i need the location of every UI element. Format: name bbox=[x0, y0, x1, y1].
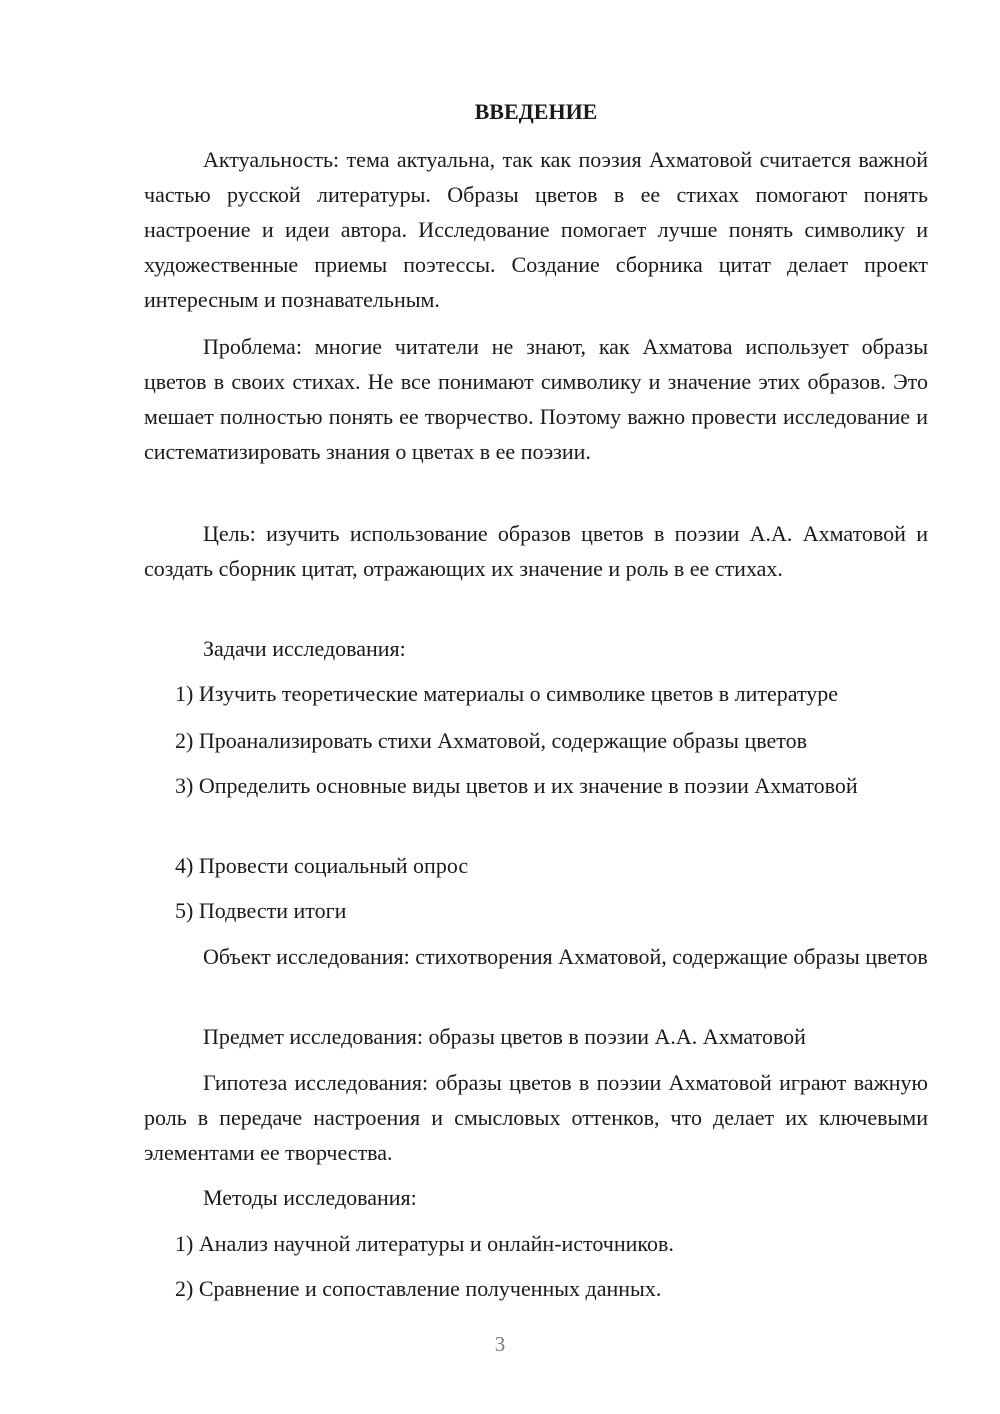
relevance-paragraph: Актуальность: тема актуальна, так как поэзия Ахматовой считается важной частью русской литературы. Образы цветов в ее стихах помогают понять настроение и идеи автора. Исследование помогает лучше понять символику и художественные приемы поэтессы. Создание сборника цитат делает проект интересным и познавательным. bbox=[144, 147, 928, 312]
section-heading: ВВЕДЕНИЕ bbox=[474, 99, 598, 124]
method-item-1: 1) Анализ научной литературы и онлайн-источников. bbox=[175, 1231, 674, 1256]
object-paragraph: Объект исследования: стихотворения Ахматовой, содержащие образы цветов bbox=[203, 944, 928, 969]
task-item-2: 2) Проанализировать стихи Ахматовой, содержащие образы цветов bbox=[175, 728, 807, 753]
problem-paragraph: Проблема: многие читатели не знают, как Ахматова использует образы цветов в своих стихах. Не все понимают символику и значение этих образов. Это мешает полностью понять ее творчество. Поэтому важно провести исследование и систематизировать знания о цветах в ее поэзии. bbox=[144, 334, 928, 464]
task-item-3: 3) Определить основные виды цветов и их значение в поэзии Ахматовой bbox=[175, 773, 858, 798]
methods-title: Методы исследования: bbox=[203, 1185, 417, 1210]
task-item-5: 5) Подвести итоги bbox=[175, 898, 347, 923]
hypothesis-paragraph: Гипотеза исследования: образы цветов в поэзии Ахматовой играют важную роль в передаче настроения и смысловых оттенков, что делает их ключевыми элементами ее творчества. bbox=[144, 1070, 928, 1165]
page-number: 3 bbox=[494, 1332, 506, 1356]
tasks-title: Задачи исследования: bbox=[203, 636, 406, 661]
method-item-2: 2) Сравнение и сопоставление полученных данных. bbox=[175, 1276, 662, 1301]
task-item-4: 4) Провести социальный опрос bbox=[175, 853, 469, 878]
task-item-1: 1) Изучить теоретические материалы о символике цветов в литературе bbox=[175, 681, 839, 706]
subject-line: Предмет исследования: образы цветов в поэзии А.А. Ахматовой bbox=[203, 1024, 806, 1049]
goal-paragraph: Цель: изучить использование образов цветов в поэзии А.А. Ахматовой и создать сборник цитат, отражающих их значение и роль в ее стихах. bbox=[144, 521, 928, 581]
